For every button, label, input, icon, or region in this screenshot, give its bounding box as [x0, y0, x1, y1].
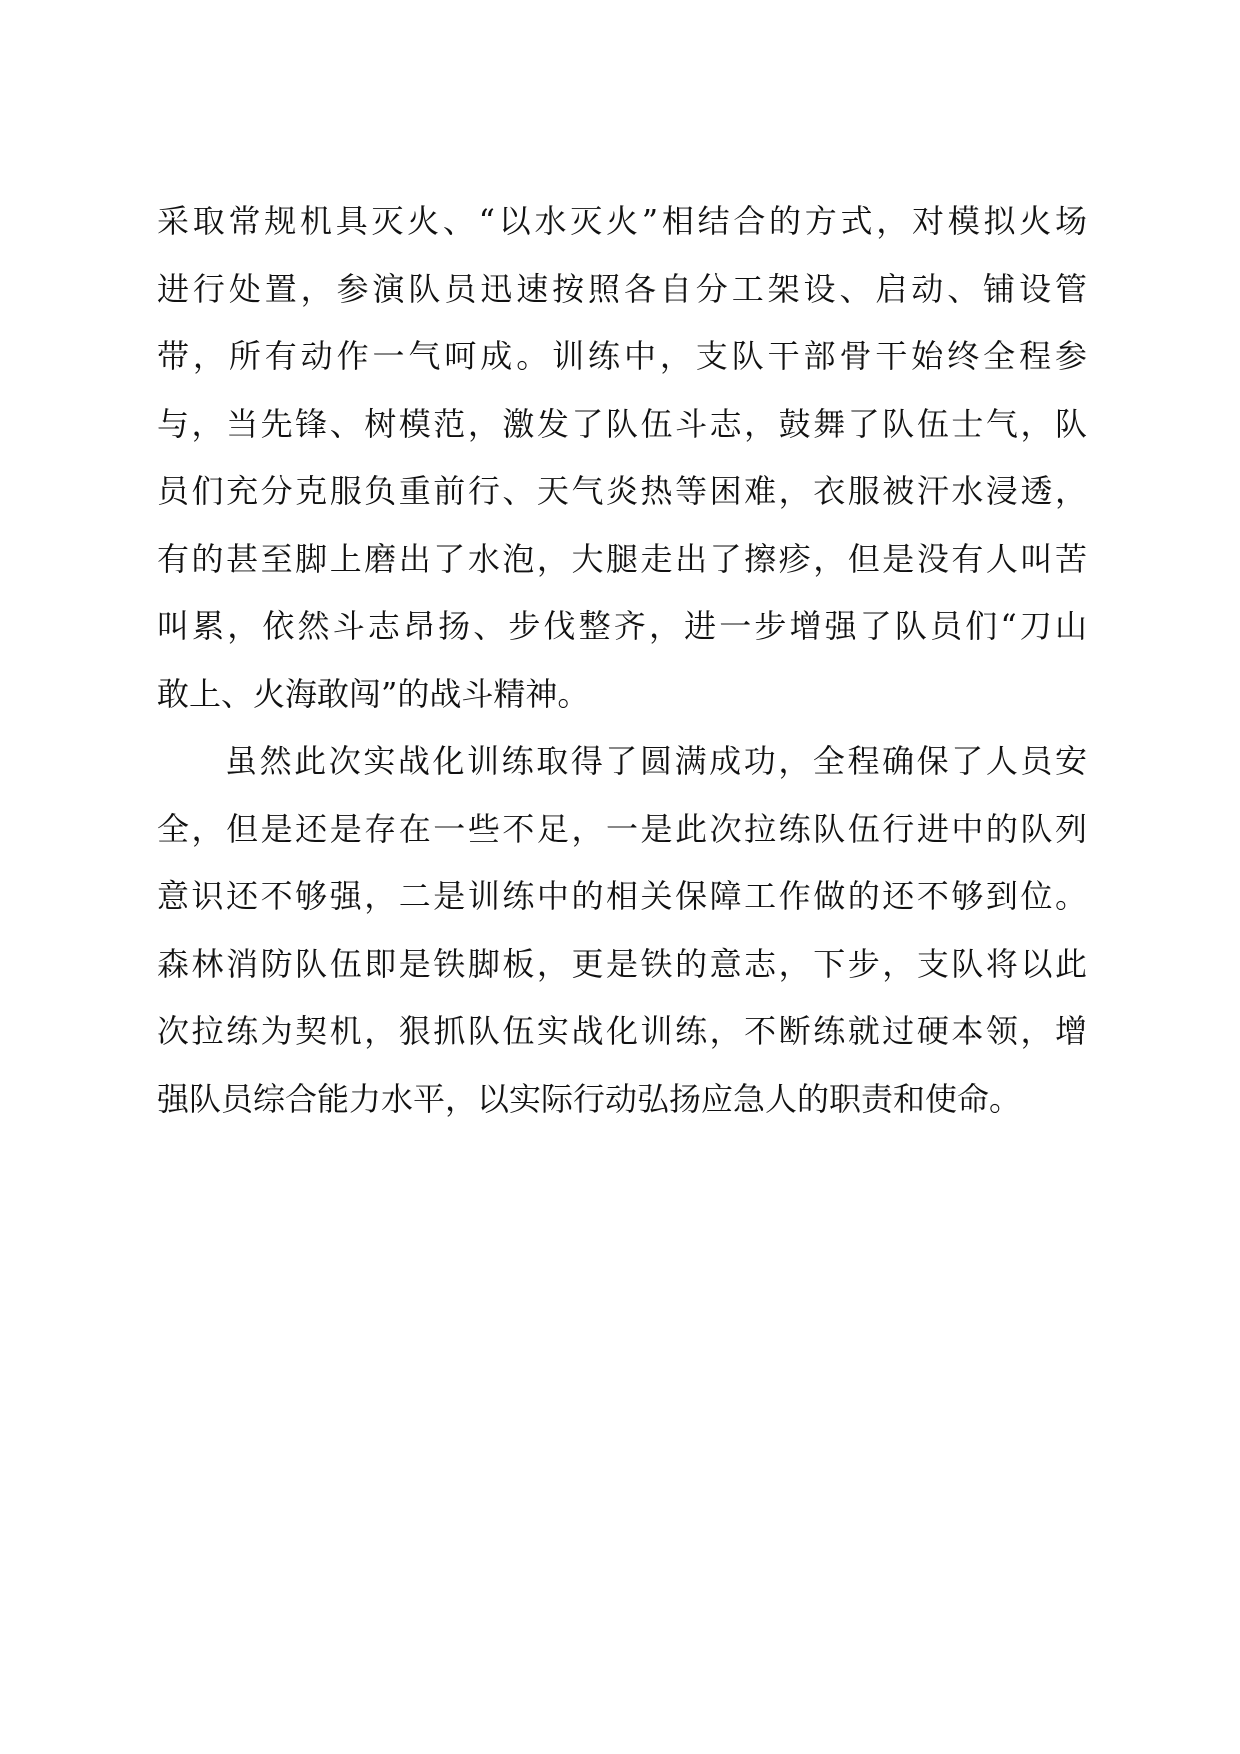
paragraph-line: 与，当先锋、树模范，激发了队伍斗志，鼓舞了队伍士气，队 — [157, 404, 1087, 443]
paragraph-line: 全，但是还是存在一些不足，一是此次拉练队伍行进中的队列 — [157, 809, 1087, 848]
paragraph-line: 强队员综合能力水平，以实际行动弘扬应急人的职责和使命。 — [157, 1079, 1022, 1118]
paragraph-line: 进行处置，参演队员迅速按照各自分工架设、启动、铺设管 — [157, 269, 1087, 308]
paragraph-1 — [157, 188, 1087, 728]
paragraph-line: 员们充分克服负重前行、天气炎热等困难，衣服被汗水浸透， — [157, 472, 1087, 510]
paragraph-line: 叫累，依然斗志昂扬、步伐整齐，进一步增强了队员们“刀山 — [157, 607, 1087, 645]
paragraph-line: 意识还不够强，二是训练中的相关保障工作做的还不够到位。 — [157, 877, 1087, 915]
paragraph-2 — [157, 728, 1087, 1133]
paragraph-line: 森林消防队伍即是铁脚板，更是铁的意志，下步，支队将以此 — [157, 944, 1087, 983]
paragraph-line: 敢上、火海敢闯”的战斗精神。 — [157, 674, 590, 713]
paragraph-line: 带，所有动作一气呵成。训练中，支队干部骨干始终全程参 — [157, 337, 1087, 375]
document-body — [157, 188, 1087, 1133]
paragraph-line: 有的甚至脚上磨出了水泡，大腿走出了擦疹，但是没有人叫苦 — [157, 539, 1087, 578]
paragraph-line: 次拉练为契机，狠抓队伍实战化训练，不断练就过硬本领，增 — [157, 1012, 1087, 1050]
paragraph-line: 采取常规机具灭火、“以水灭火”相结合的方式，对模拟火场 — [157, 202, 1087, 240]
paragraph-line: 虽然此次实战化训练取得了圆满成功，全程确保了人员安 — [225, 742, 1087, 780]
